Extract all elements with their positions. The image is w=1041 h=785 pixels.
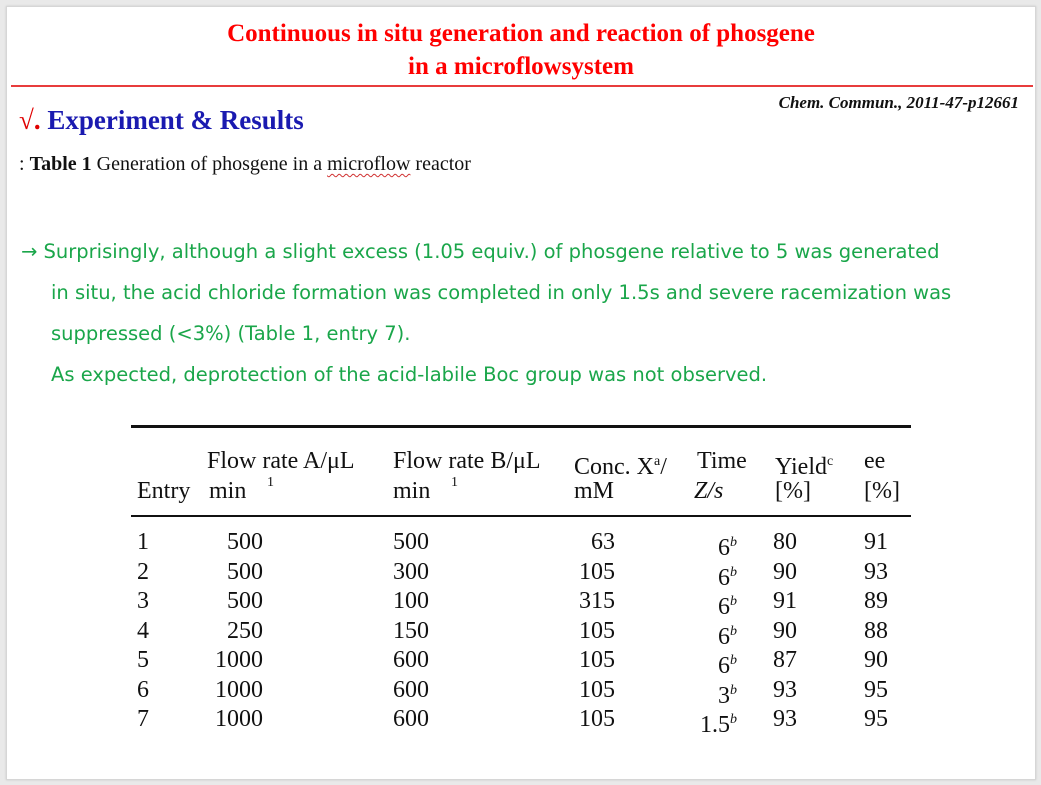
slide-title bbox=[7, 17, 1035, 83]
cell-a: 500 bbox=[227, 588, 263, 614]
cell-a: 250 bbox=[227, 617, 263, 644]
cell-entry: 4 bbox=[137, 617, 149, 644]
cell-b: 300 bbox=[393, 558, 429, 585]
header-ee-line1: ee bbox=[864, 448, 886, 474]
cell-yield: 90 bbox=[773, 617, 797, 644]
cell-conc: 105 bbox=[579, 676, 615, 703]
header-conc-line2: mM bbox=[574, 478, 615, 504]
slide bbox=[6, 6, 1036, 780]
caption-text-after: reactor bbox=[410, 153, 471, 175]
checkmark-icon: √. bbox=[19, 105, 41, 135]
cell-ee: 93 bbox=[864, 558, 888, 585]
section-heading bbox=[19, 105, 304, 136]
cell-time: 6$^b$ bbox=[718, 535, 737, 561]
cell-b: 600 bbox=[393, 647, 429, 673]
cell-ee: 89 bbox=[864, 588, 888, 614]
title-divider bbox=[11, 85, 1033, 87]
cell-yield: 93 bbox=[773, 706, 797, 732]
caption-wavy-word: microflow bbox=[327, 153, 411, 175]
summary-line-3: suppressed (<3%) (Table 1, entry 7). bbox=[51, 322, 411, 345]
cell-conc: 105 bbox=[579, 706, 615, 732]
cell-b: 150 bbox=[393, 617, 429, 644]
header-entry: Entry bbox=[137, 478, 191, 504]
cell-b: 600 bbox=[393, 676, 429, 703]
summary-text bbox=[21, 231, 1027, 395]
cell-conc: 63 bbox=[591, 529, 615, 555]
cell-ee: 95 bbox=[864, 706, 888, 732]
header-ee-line2: [%] bbox=[864, 478, 900, 504]
table-header-rule bbox=[131, 515, 911, 517]
caption-text-before: Generation of phosgene in a bbox=[91, 153, 328, 175]
caption-bold: Table 1 bbox=[29, 153, 92, 175]
cell-yield: 80 bbox=[773, 529, 797, 555]
header-conc-line1: Conc. $X^a/$ bbox=[574, 454, 667, 480]
cell-ee: 88 bbox=[864, 617, 888, 644]
cell-yield: 87 bbox=[773, 647, 797, 673]
header-flow-b-line2: min bbox=[393, 478, 431, 504]
table-caption bbox=[19, 153, 471, 176]
header-flow-b-exponent: 1 bbox=[451, 475, 458, 490]
header-time-line2: Z/s bbox=[694, 478, 724, 504]
cell-entry: 6 bbox=[137, 676, 149, 703]
cell-time: 6$^b$ bbox=[718, 564, 737, 591]
header-yield-line2: [%] bbox=[775, 478, 811, 504]
cell-conc: 105 bbox=[579, 617, 615, 644]
cell-b: 100 bbox=[393, 588, 429, 614]
caption-prefix: : bbox=[19, 153, 30, 175]
cell-yield: 93 bbox=[773, 676, 797, 703]
cell-entry: 3 bbox=[137, 588, 149, 614]
cell-time: 6$^b$ bbox=[718, 623, 737, 650]
header-flow-a-line1: Flow rate A/μL bbox=[207, 448, 355, 474]
cell-time: 1.5$^b$ bbox=[700, 712, 737, 738]
cell-conc: 105 bbox=[579, 558, 615, 585]
header-flow-a-line2: min bbox=[209, 478, 247, 504]
cell-b: 500 bbox=[393, 529, 429, 555]
cell-yield: 90 bbox=[773, 558, 797, 585]
cell-entry: 2 bbox=[137, 558, 149, 585]
cell-entry: 5 bbox=[137, 647, 149, 673]
cell-conc: 315 bbox=[579, 588, 615, 614]
cell-ee: 91 bbox=[864, 529, 888, 555]
cell-entry: 1 bbox=[137, 529, 149, 555]
cell-a: 1000 bbox=[215, 647, 263, 673]
citation: Chem. Commun., 2011-47-p12661 bbox=[778, 93, 1019, 112]
cell-b: 600 bbox=[393, 706, 429, 732]
header-flow-a-exponent: 1 bbox=[267, 475, 274, 490]
cell-a: 1000 bbox=[215, 706, 263, 732]
table-top-rule bbox=[131, 425, 911, 428]
cell-a: 1000 bbox=[215, 676, 263, 703]
summary-line-4: As expected, deprotection of the acid-labile Boc group was not observed. bbox=[51, 363, 768, 386]
cell-conc: 105 bbox=[579, 647, 615, 673]
header-yield-line1: Yield$^c$ bbox=[775, 454, 834, 480]
cell-ee: 95 bbox=[864, 676, 888, 703]
cell-time: 3$^b$ bbox=[718, 682, 737, 709]
cell-entry: 7 bbox=[137, 706, 149, 732]
cell-time: 6$^b$ bbox=[718, 594, 737, 620]
cell-a: 500 bbox=[227, 529, 263, 555]
cell-a: 500 bbox=[227, 558, 263, 585]
cell-ee: 90 bbox=[864, 647, 888, 673]
cell-yield: 91 bbox=[773, 588, 797, 614]
header-flow-b-line1: Flow rate B/μL bbox=[393, 448, 541, 474]
title-line-2: in a microflowsystem bbox=[408, 53, 634, 80]
summary-line-2: in situ, the acid chloride formation was completed in only 1.5s and severe racemization was bbox=[51, 281, 952, 304]
summary-line-1: → Surprisingly, although a slight excess (1.05 equiv.) of phosgene relative to 5 was generated bbox=[21, 240, 940, 263]
section-label: Experiment & Results bbox=[47, 105, 304, 135]
cell-time: 6$^b$ bbox=[718, 653, 737, 679]
header-time-line1: Time bbox=[697, 448, 747, 474]
title-line-1: Continuous in situ generation and reaction of phosgene bbox=[227, 20, 815, 47]
